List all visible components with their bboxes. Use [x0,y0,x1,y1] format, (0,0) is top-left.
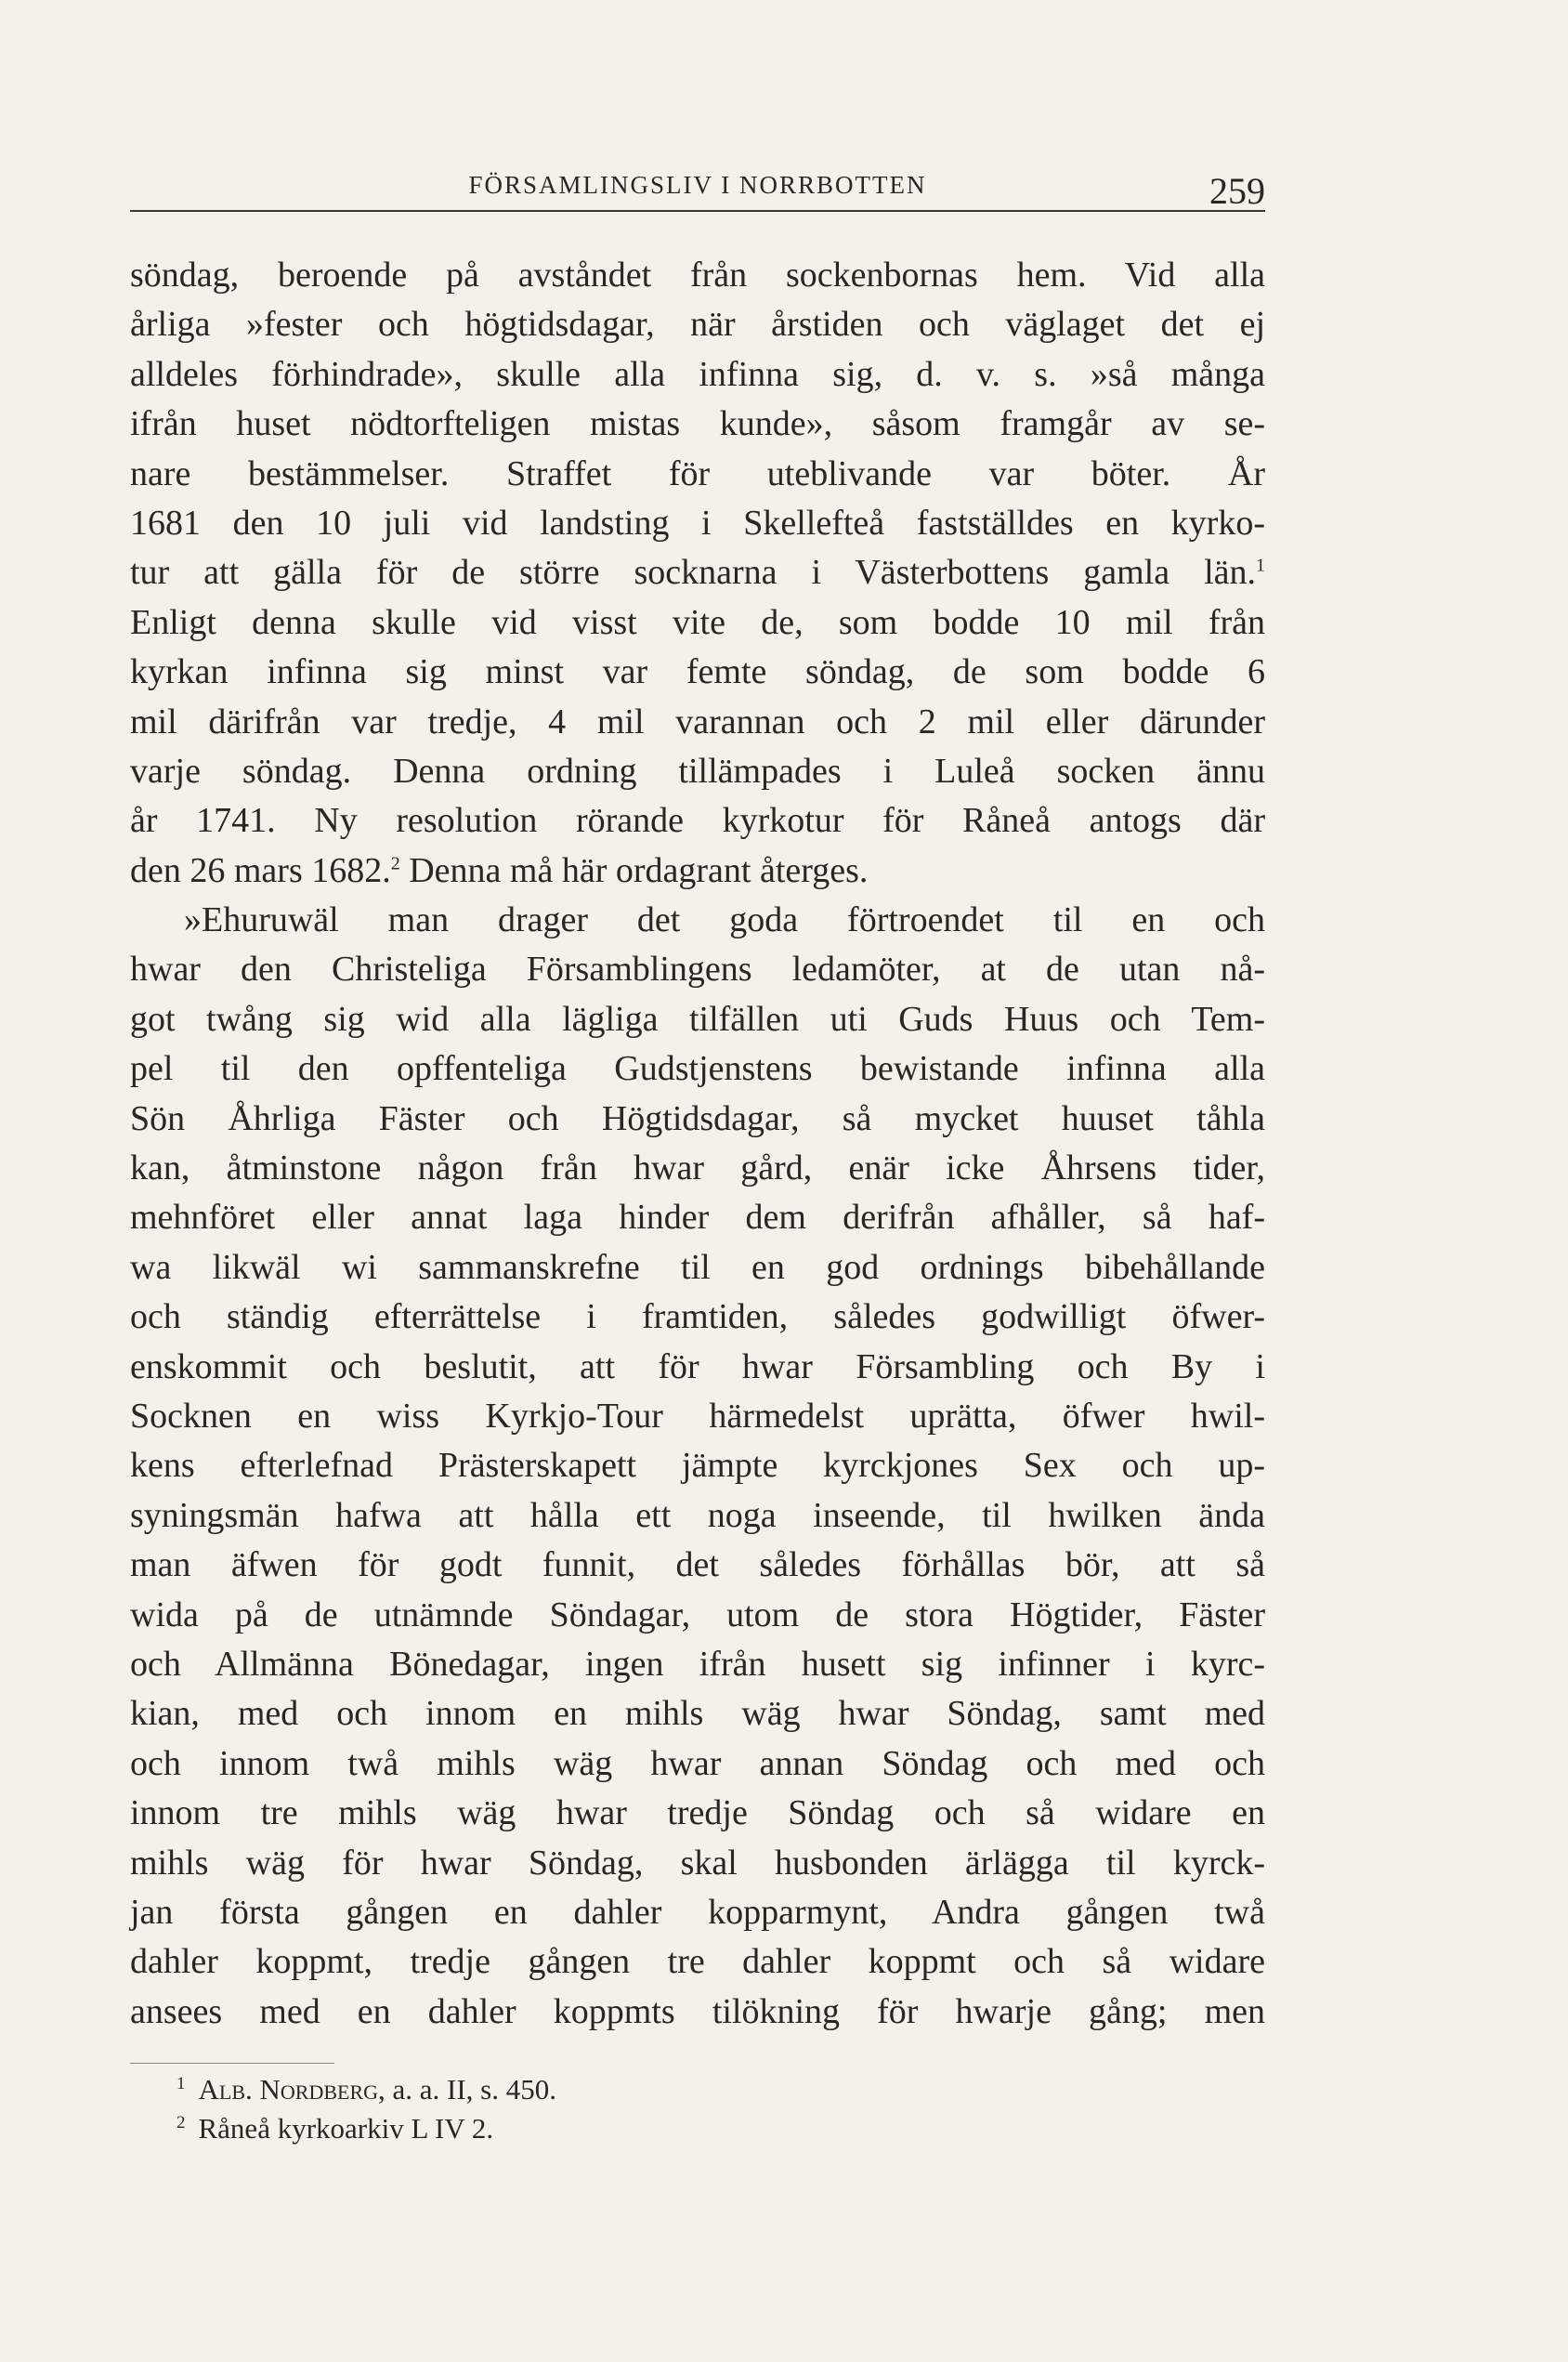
text-line: mil därifrån var tredje, 4 mil varannan och 2 mil eller därunder [130,702,1265,741]
body-text [130,251,1265,2037]
footnote-text: Råneå kyrkoarkiv L IV 2. [198,2112,494,2145]
text-line: wida på de utnämnde Söndagar, utom de stora Högtider, Fäster [130,1594,1265,1634]
text-line: ifrån huset nödtorfteligen mistas kunde», såsom framgår av se- [130,404,1265,444]
running-header [130,164,1265,212]
text-segment: tur att gälla för de större socknarna i Västerbottens gamla län. [130,553,1256,593]
text-line: jan första gången en dahler kopparmynt, Andra gången twå [130,1892,1265,1932]
text-line: Sön Åhrliga Fäster och Högtidsdagar, så mycket huuset tåhla [130,1098,1265,1138]
text-line: alldeles förhindrade», skulle alla infinna sig, d. v. s. »så många [130,354,1265,394]
footnote-2 [176,2109,1198,2148]
text-segment: Denna må här ordagrant återges. [399,850,869,890]
text-segment: den 26 mars 1682. [130,850,391,890]
footnote-divider [130,2063,334,2064]
footnote-mark: 1 [176,2073,186,2093]
text-line: wa likwäl wi sammanskrefne til en god ordnings bibehållande [130,1247,1265,1287]
page-number: 259 [1209,170,1265,212]
footnote-1 [176,2070,1198,2109]
text-line: och innom twå mihls wäg hwar annan Söndag och med och [130,1743,1265,1783]
text-line: kyrkan infinna sig minst var femte söndag, de som bodde 6 [130,652,1265,692]
text-line-with-ref [130,846,1265,896]
text-line: Socknen en wiss Kyrkjo-Tour härmedelst uprätta, öfwer hwil- [130,1396,1265,1436]
running-title: FÖRSAMLINGSLIV I NORRBOTTEN [468,171,927,199]
text-line: syningsmän hafwa att hålla ett noga inseende, til hwilken ända [130,1495,1265,1535]
text-line: Enligt denna skulle vid visst vite de, som bodde 10 mil från [130,602,1265,642]
text-line: år 1741. Ny resolution rörande kyrkotur för Råneå antogs där [130,801,1265,841]
text-line: dahler koppmt, tredje gången tre dahler koppmt och så widare [130,1942,1265,1982]
footnote-mark: 2 [176,2112,186,2132]
text-line: årliga »fester och högtidsdagar, när årstiden och väglaget det ej [130,305,1265,345]
footnote-ref: 1 [1256,555,1265,576]
text-line: och ständig efterrättelse i framtiden, således godwilligt öfwer- [130,1297,1265,1337]
text-line: mehnföret eller annat laga hinder dem derifrån afhåller, så haf- [130,1198,1265,1238]
text-line-with-ref [130,548,1265,597]
text-line: ansees med en dahler koppmts tilökning för hwarje gång; men [130,1991,1265,2031]
text-line: söndag, beroende på avståndet från sockenbornas hem. Vid alla [130,256,1265,295]
footnote-author: Alb. Nordberg [198,2073,379,2106]
text-line: 1681 den 10 juli vid landsting i Skellefteå fastställdes en kyrko- [130,503,1265,543]
text-line: innom tre mihls wäg hwar tredje Söndag och så widare en [130,1793,1265,1833]
text-line: och Allmänna Bönedagar, ingen ifrån husett sig infinner i kyrc- [130,1644,1265,1684]
text-line: kens efterlefnad Prästerskapett jämpte kyrckjones Sex och up- [130,1446,1265,1486]
paragraph-start: »Ehuruwäl man drager det goda förtroendet til en och [184,900,1265,940]
text-line: mihls wäg för hwar Söndag, skal husbonden ärlägga til kyrck- [130,1843,1265,1883]
text-line: enskommit och beslutit, att för hwar Försambling och By i [130,1346,1265,1386]
text-line: kian, med och innom en mihls wäg hwar Söndag, samt med [130,1694,1265,1734]
text-line: kan, åtminstone någon från hwar gård, enär icke Åhrsens tider, [130,1148,1265,1188]
text-line: varje söndag. Denna ordning tillämpades i Luleå socken ännu [130,751,1265,791]
text-line: nare bestämmelser. Straffet för uteblivande var böter. År [130,453,1265,493]
text-line: man äfwen för godt funnit, det således förhållas bör, att så [130,1545,1265,1585]
text-line: hwar den Christeliga Församblingens ledamöter, at de utan nå- [130,950,1265,990]
footnotes [176,2070,1198,2148]
footnote-text: , a. a. II, s. 450. [378,2073,556,2106]
text-line: got twång sig wid alla lägliga tilfällen uti Guds Huus och Tem- [130,999,1265,1039]
text-line: pel til den opffenteliga Gudstjenstens bewistande infinna alla [130,1049,1265,1089]
footnote-ref: 2 [390,853,400,874]
